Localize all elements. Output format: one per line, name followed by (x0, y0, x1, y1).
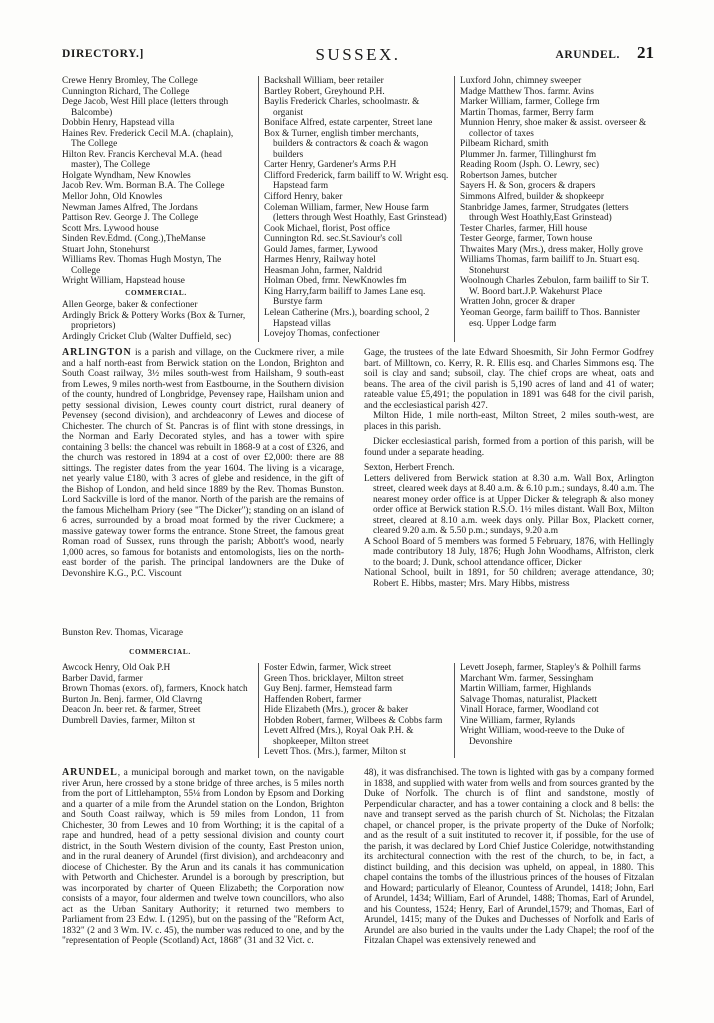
arlington-column-1 (62, 663, 258, 758)
running-head-right: ARUNDEL. (555, 49, 620, 61)
directory-entry: Ardingly Brick & Pottery Works (Box & Turner, proprietors) (62, 310, 246, 332)
directory-entry: Luxford John, chimney sweeper (460, 76, 582, 86)
running-head-left: DIRECTORY.] (62, 48, 144, 60)
arlington-commercial-heading: COMMERCIAL. (129, 647, 191, 656)
directory-entry: Lovejoy Thomas, confectioner (264, 329, 380, 340)
directory-entry: Mellor John, Old Knowles (62, 192, 163, 203)
arundel-place-name: ARUNDEL (62, 767, 118, 778)
ardingly-column-3 (454, 76, 654, 342)
directory-entry: Levett Joseph, farmer, Stapley's & Polhill farms (460, 663, 641, 673)
directory-entry: Backshall William, beer retailer (264, 76, 384, 86)
arundel-article-column-1 (62, 768, 354, 947)
arlington-article-block (62, 348, 654, 589)
directory-entry: Vine William, farmer, Rylands (460, 715, 576, 726)
directory-entry: Plummer Jn. farmer, Tillinghurst fm (460, 149, 597, 160)
directory-entry: Cifford Henry, baker (264, 192, 343, 203)
directory-entry: Cook Michael, florist, Post office (264, 223, 390, 234)
directory-entry: Pilbeam Richard, smith (460, 139, 549, 150)
page-number: 21 (637, 43, 654, 62)
directory-entry: Pattison Rev. George J. The College (62, 213, 199, 224)
arlington-article-paragraph (62, 348, 344, 579)
arlington-post-info: Letters delivered from Berwick station at 8.30 a.m. Wall Box, Arlington street, cleared week days at 8.40 a.m. & 6.10 p.m.; sundays, 8.40 a.m. The nearest money order office is at Upper Dicker & telegraph & also money order office at Berwick station R.S.O. 1½ miles distant. Wall Box, Milton street, cleared at 8.10 a.m. week days only. Pillar Box, Plackett corner, cleared 9.20 a.m. & 5.50 p.m.; sundays, 9.20 a.m (364, 473, 654, 536)
directory-entry: Dege Jacob, West Hill place (letters through Balcombe) (62, 97, 229, 118)
directory-entry: Allen George, baker & confectioner (62, 299, 198, 310)
directory-entry: Marker William, farmer, College frm (460, 97, 600, 108)
arlington-commercial-list-3 (460, 663, 654, 747)
ardingly-directory-block (62, 76, 654, 342)
arlington-private-block (62, 628, 258, 658)
directory-entry: Brown Thomas (exors. of), farmers, Knock hatch (62, 684, 248, 695)
arlington-directory-block (62, 663, 654, 758)
directory-entry: Newman James Alfred, The Jordans (62, 202, 198, 213)
directory-entry: Carter Henry, Gardener's Arms P.H (264, 160, 397, 171)
directory-entry: Gould James, farmer, Lywood (264, 244, 378, 255)
directory-entry: Levett Thos. (Mrs.), farmer, Milton st (264, 747, 407, 758)
directory-entry: Hide Elizabeth (Mrs.), grocer & baker (264, 705, 409, 716)
directory-entry: Awcock Henry, Old Oak P.H (62, 663, 171, 673)
directory-entry: Crewe Henry Bromley, The College (62, 76, 198, 86)
directory-entry: Guy Benj. farmer, Hemstead farm (264, 684, 393, 695)
directory-entry: Burton Jn. Benj. farmer, Old Clavrng (62, 694, 203, 705)
directory-entry: Vinall Horace, farmer, Woodland cot (460, 705, 599, 716)
directory-entry: Dumbrell Davies, farmer, Milton st (62, 715, 196, 726)
ardingly-commercial-list-3 (460, 76, 654, 329)
directory-entry: Robertson James, butcher (460, 170, 557, 181)
ardingly-commercial-list-2 (264, 76, 449, 340)
directory-entry: Cunnington Richard, The College (62, 86, 190, 97)
directory-entry: Sayers H. & Son, grocers & drapers (460, 181, 596, 192)
running-head (62, 43, 654, 70)
arundel-body-text-1: , a municipal borough and market town, on the navigable river Arun, here crossed by a stone bridge of three arches, is 5 miles north from the port of Littlehampton, 55¼ from London by Epsom and Dorking and a quarter of a mile from the Arundel station on the London, Brighton and South Coast railway, which is 59 miles from London, 11 from Chichester, 30 from Lewes and 10 from Worthing; it is the capital of a rape and hundred, head of a petty sessional division and county court district, in the South Western division of the county, East Preston union, and in the rural deanery of Arundel (first division), and archdeaconry and diocese of Chichester. By the Arun and its canals it has communication with Petworth and Chichester. Arundel is a borough by prescription, but was incorporated by charter of Queen Elizabeth; the Corporation now consists of a mayor, four aldermen and twelve town councillors, who also act as the Urban Sanitary Authority; it returned two members to Parliament from 23 Edw. I. (1295), but on the passing of the "Reform Act, 1832" (2 and 3 Wm. IV. c. 45), the number was reduced to one, and by the "representation of People (Scotland) Act, 1868" (31 and 32 Vict. c. (62, 768, 344, 946)
directory-entry: Madge Matthew Thos. farmr. Avins (460, 86, 594, 97)
directory-entry: Heasman John, farmer, Naldrid (264, 265, 383, 276)
ardingly-column-2 (258, 76, 454, 342)
arlington-article-column-2 (354, 348, 654, 589)
directory-entry: Clifford Frederick, farm bailiff to W. Wright esq. Hapstead farm (264, 170, 449, 192)
arlington-column-2 (258, 663, 454, 758)
arlington-article-column-1 (62, 348, 354, 589)
directory-entry: Simmons Alfred, builder & shopkeepr (460, 192, 605, 203)
ardingly-commercial-heading: COMMERCIAL. (125, 289, 187, 298)
directory-entry: Stanbridge James, farmer, Strudgates (letters through West Hoathly,East Grinstead) (460, 202, 629, 224)
arlington-place-name: ARLINGTON (62, 347, 132, 358)
directory-entry: Martin William, farmer, Highlands (460, 684, 592, 695)
directory-entry: Cunnington Rd. sec.St.Saviour's coll (264, 234, 403, 245)
directory-entry: Harmes Henry, Railway hotel (264, 255, 376, 266)
directory-entry: Holman Obed, frmr. NewKnowles fm (264, 276, 407, 287)
arlington-national-school: National School, built in 1891, for 50 children; average attendance, 30; Robert E. Hibbs, master; Mrs. Mary Hibbs, mistress (364, 568, 654, 589)
directory-entry: Wright William, wood-reeve to the Duke of Devonshire (460, 726, 625, 747)
directory-entry: Boniface Alfred, estate carpenter, Street lane (264, 118, 433, 129)
directory-entry: Hilton Rev. Francis Kercheval M.A. (head master), The College (62, 149, 222, 171)
directory-entry: Jacob Rev. Wm. Borman B.A. The College (62, 181, 225, 192)
arlington-commercial-list-2 (264, 663, 449, 758)
directory-entry: Haffenden Robert, farmer (264, 694, 362, 705)
directory-entry: Levett Alfred (Mrs.), Royal Oak P.H. & shopkeeper, Milton street (264, 726, 414, 747)
ardingly-private-list (62, 76, 250, 287)
directory-entry: Dobbin Henry, Hapstead villa (62, 118, 175, 129)
arlington-body-text-2: Gage, the trustees of the late Edward Shoesmith, Sir John Fermor Godfrey bart. of Milltown, co. Kerry, R. R. Ellis esq. and Charles Simmons esq. The soil is clay and sand; subsoil, clay. The chief crops are wheat, oats and beans. The area of the civil parish is 5,190 acres of land and 41 of water; rateable value £5,491; the population in 1891 was 648 for the civil parish, and the ecclesiastical parish 427. (364, 348, 654, 411)
ardingly-commercial-list-1 (62, 300, 250, 342)
directory-entry: Scott Mrs. Lywood house (62, 223, 159, 234)
directory-entry: Deacon Jn. beer ret. & farmer, Street (62, 705, 201, 716)
arlington-hamlets: Milton Hide, 1 mile north-east, Milton Street, 2 miles south-west, are places in this parish. (364, 411, 654, 432)
arundel-body-text-2: 48), it was disfranchised. The town is lighted with gas by a company formed in 1838, and supplied with water from wells and from sources granted by the Duke of Norfolk. The church is of flint and sandstone, mostly of Perpendicular character, and has a tower containing a clock and 8 bells: the nave and transept served as the parish church of St. Nicholas; the Fitzalan chapel, or chancel proper, is the private property of the Duke of Norfolk; and as the result of a suit instituted to recover it, if possible, for the use of the parish, it was declared by Lord Chief Justice Coleridge, notwithstanding its architectural connection with the rest of the church, to be, in fact, a distinct building, and this decision was upheld, on appeal, in 1880. This chapel contains the tombs of the illustrious princes of the houses of Fitzalan and Howard; particularly of Eleanor, Countess of Arundel, 1418; John, Earl of Arundel, 1434; William, Earl of Arundel, 1488; Thomas, Earl of Arundel, and his Countess, 1524; Henry, Earl of Arundel,1579; and Thomas, Earl of Arundel, 1415; many of the Dukes and Duchesses of Norfolk and Earls of Arundel are also buried in the vaults under the Lady Chapel; the roof of the Fitzalan Chapel was extensively renewed and (364, 768, 654, 946)
directory-entry: Stuart John, Stonehurst (62, 244, 150, 255)
directory-entry: Lelean Catherine (Mrs.), boarding school, 2 Hapstead villas (264, 308, 430, 329)
directory-entry: Williams Rev. Thomas Hugh Mostyn, The College (62, 255, 222, 276)
directory-entry: Thwaites Mary (Mrs.), dress maker, Holly grove (460, 244, 643, 255)
arundel-article-paragraph (62, 768, 344, 947)
directory-entry: Munnion Henry, shoe maker & assist. overseer & collector of taxes (460, 118, 647, 139)
arlington-column-3 (454, 663, 654, 758)
arlington-school-board: A School Board of 5 members was formed 5 February, 1876, with Hellingly made contributory 18 July, 1876; Hugh John Woodhams, Alfriston, clerk to the board; J. Dunk, school attendance officer, Dicker (364, 536, 654, 568)
directory-entry: Bartley Robert, Greyhound P.H. (264, 86, 385, 97)
directory-entry: Foster Edwin, farmer, Wick street (264, 663, 392, 673)
directory-entry: Marchant Wm. farmer, Sessingham (460, 673, 594, 684)
directory-entry: King Harry,farm bailiff to James Lane esq. Burstye farm (264, 286, 426, 308)
arlington-dicker-note: Dicker ecclesiastical parish, formed from a portion of this parish, will be found under a separate heading. (364, 437, 654, 458)
directory-entry: Tester Charles, farmer, Hill house (460, 223, 588, 234)
directory-entry: Woolnough Charles Zebulon, farm bailiff to Sir T. W. Boord bart.J.P. Wakehurst Place (460, 276, 649, 297)
directory-entry: Hobden Robert, farmer, Wilbees & Cobbs farm (264, 715, 443, 726)
directory-entry: Box & Turner, english timber merchants, builders & contractors & coach & wagon builders (264, 128, 429, 160)
directory-entry: Holgate Wyndham, New Knowles (62, 170, 191, 181)
arlington-sexton: Sexton, Herbert French. (364, 463, 455, 473)
directory-entry: Martin Thomas, farmer, Berry farm (460, 107, 594, 118)
arundel-article-column-2 (354, 768, 654, 947)
arlington-body-text-1: is a parish and village, on the Cuckmere river, a mile and a half north-east from Berwick station on the London, Brighton and South Coast railway, 3½ miles south-west from Hailsham, 9 south-east from Lewes, 9 miles north-west from Eastbourne, in the Southern division of the county, hundred of Longbridge, Pevensey rape, Hailsham union and petty sessional division, Lewes county court district, rural deanery of Pevensey (second division), and archdeaconry of Lewes and diocese of Chichester. The church of St. Pancras is of flint with stone dressings, in the Norman and Early Decorated styles, and has a tower with spire containing 3 bells: the chancel was rebuilt in 1868-9 at a cost of £326, and the church was restored in 1894 at a cost of over £2,000: there are 88 sittings. The register dates from the year 1604. The living is a vicarage, net yearly value £180, with 3 acres of glebe and residence, in the gift of the Bishop of London, and held since 1889 by the Rev. Thomas Bunston. Lord Sackville is lord of the manor. North of the parish are the remains of the famous Michelham Priory (see "The Dicker"); standing on an island of 6 acres, surrounded by a broad moat formed by the river Cuckmere; a massive gateway tower forms the entrance. Stone Street, the famous great Roman road of Sussex, runs through the parish; Abbott's wood, nearly 1,000 acres, so famous for botanists and entomologists, lies on the north-east border of the parish. The principal landowners are the Duke of Devonshire K.G., P.C. Viscount (62, 348, 344, 579)
directory-entry: Reading Room (Jsph. O. Lewry, sec) (460, 160, 599, 171)
directory-entry: Green Thos. bricklayer, Milton street (264, 673, 404, 684)
arlington-private-entry: Bunston Rev. Thomas, Vicarage (62, 628, 184, 638)
ardingly-column-1 (62, 76, 258, 342)
directory-entry: Wratten John, grocer & draper (460, 297, 575, 308)
directory-entry: Salvage Thomas, naturalist, Plackett (460, 694, 598, 705)
directory-entry: Coleman William, farmer, New House farm (letters through West Hoathly, East Grinstead) (264, 202, 447, 224)
arlington-commercial-list-1 (62, 663, 250, 726)
directory-entry: Ardingly Cricket Club (Walter Duffield, sec) (62, 331, 232, 342)
directory-entry: Haines Rev. Frederick Cecil M.A. (chaplain), The College (62, 128, 234, 150)
directory-entry: Wright William, Hapstead house (62, 276, 185, 287)
arundel-article-block (62, 768, 654, 947)
directory-entry: Baylis Frederick Charles, schoolmastr. & organist (264, 97, 420, 118)
directory-entry: Sinden Rev.Edmd. (Cong.),TheManse (62, 234, 206, 245)
directory-entry: Tester George, farmer, Town house (460, 234, 593, 245)
directory-entry: Williams Thomas, farm bailiff to Jn. Stuart esq. Stonehurst (460, 255, 640, 276)
running-head-county: SUSSEX. (315, 45, 401, 64)
directory-entry: Barber David, farmer (62, 673, 143, 684)
directory-entry: Yeoman George, farm bailiff to Thos. Bannister esq. Upper Lodge farm (460, 308, 641, 329)
